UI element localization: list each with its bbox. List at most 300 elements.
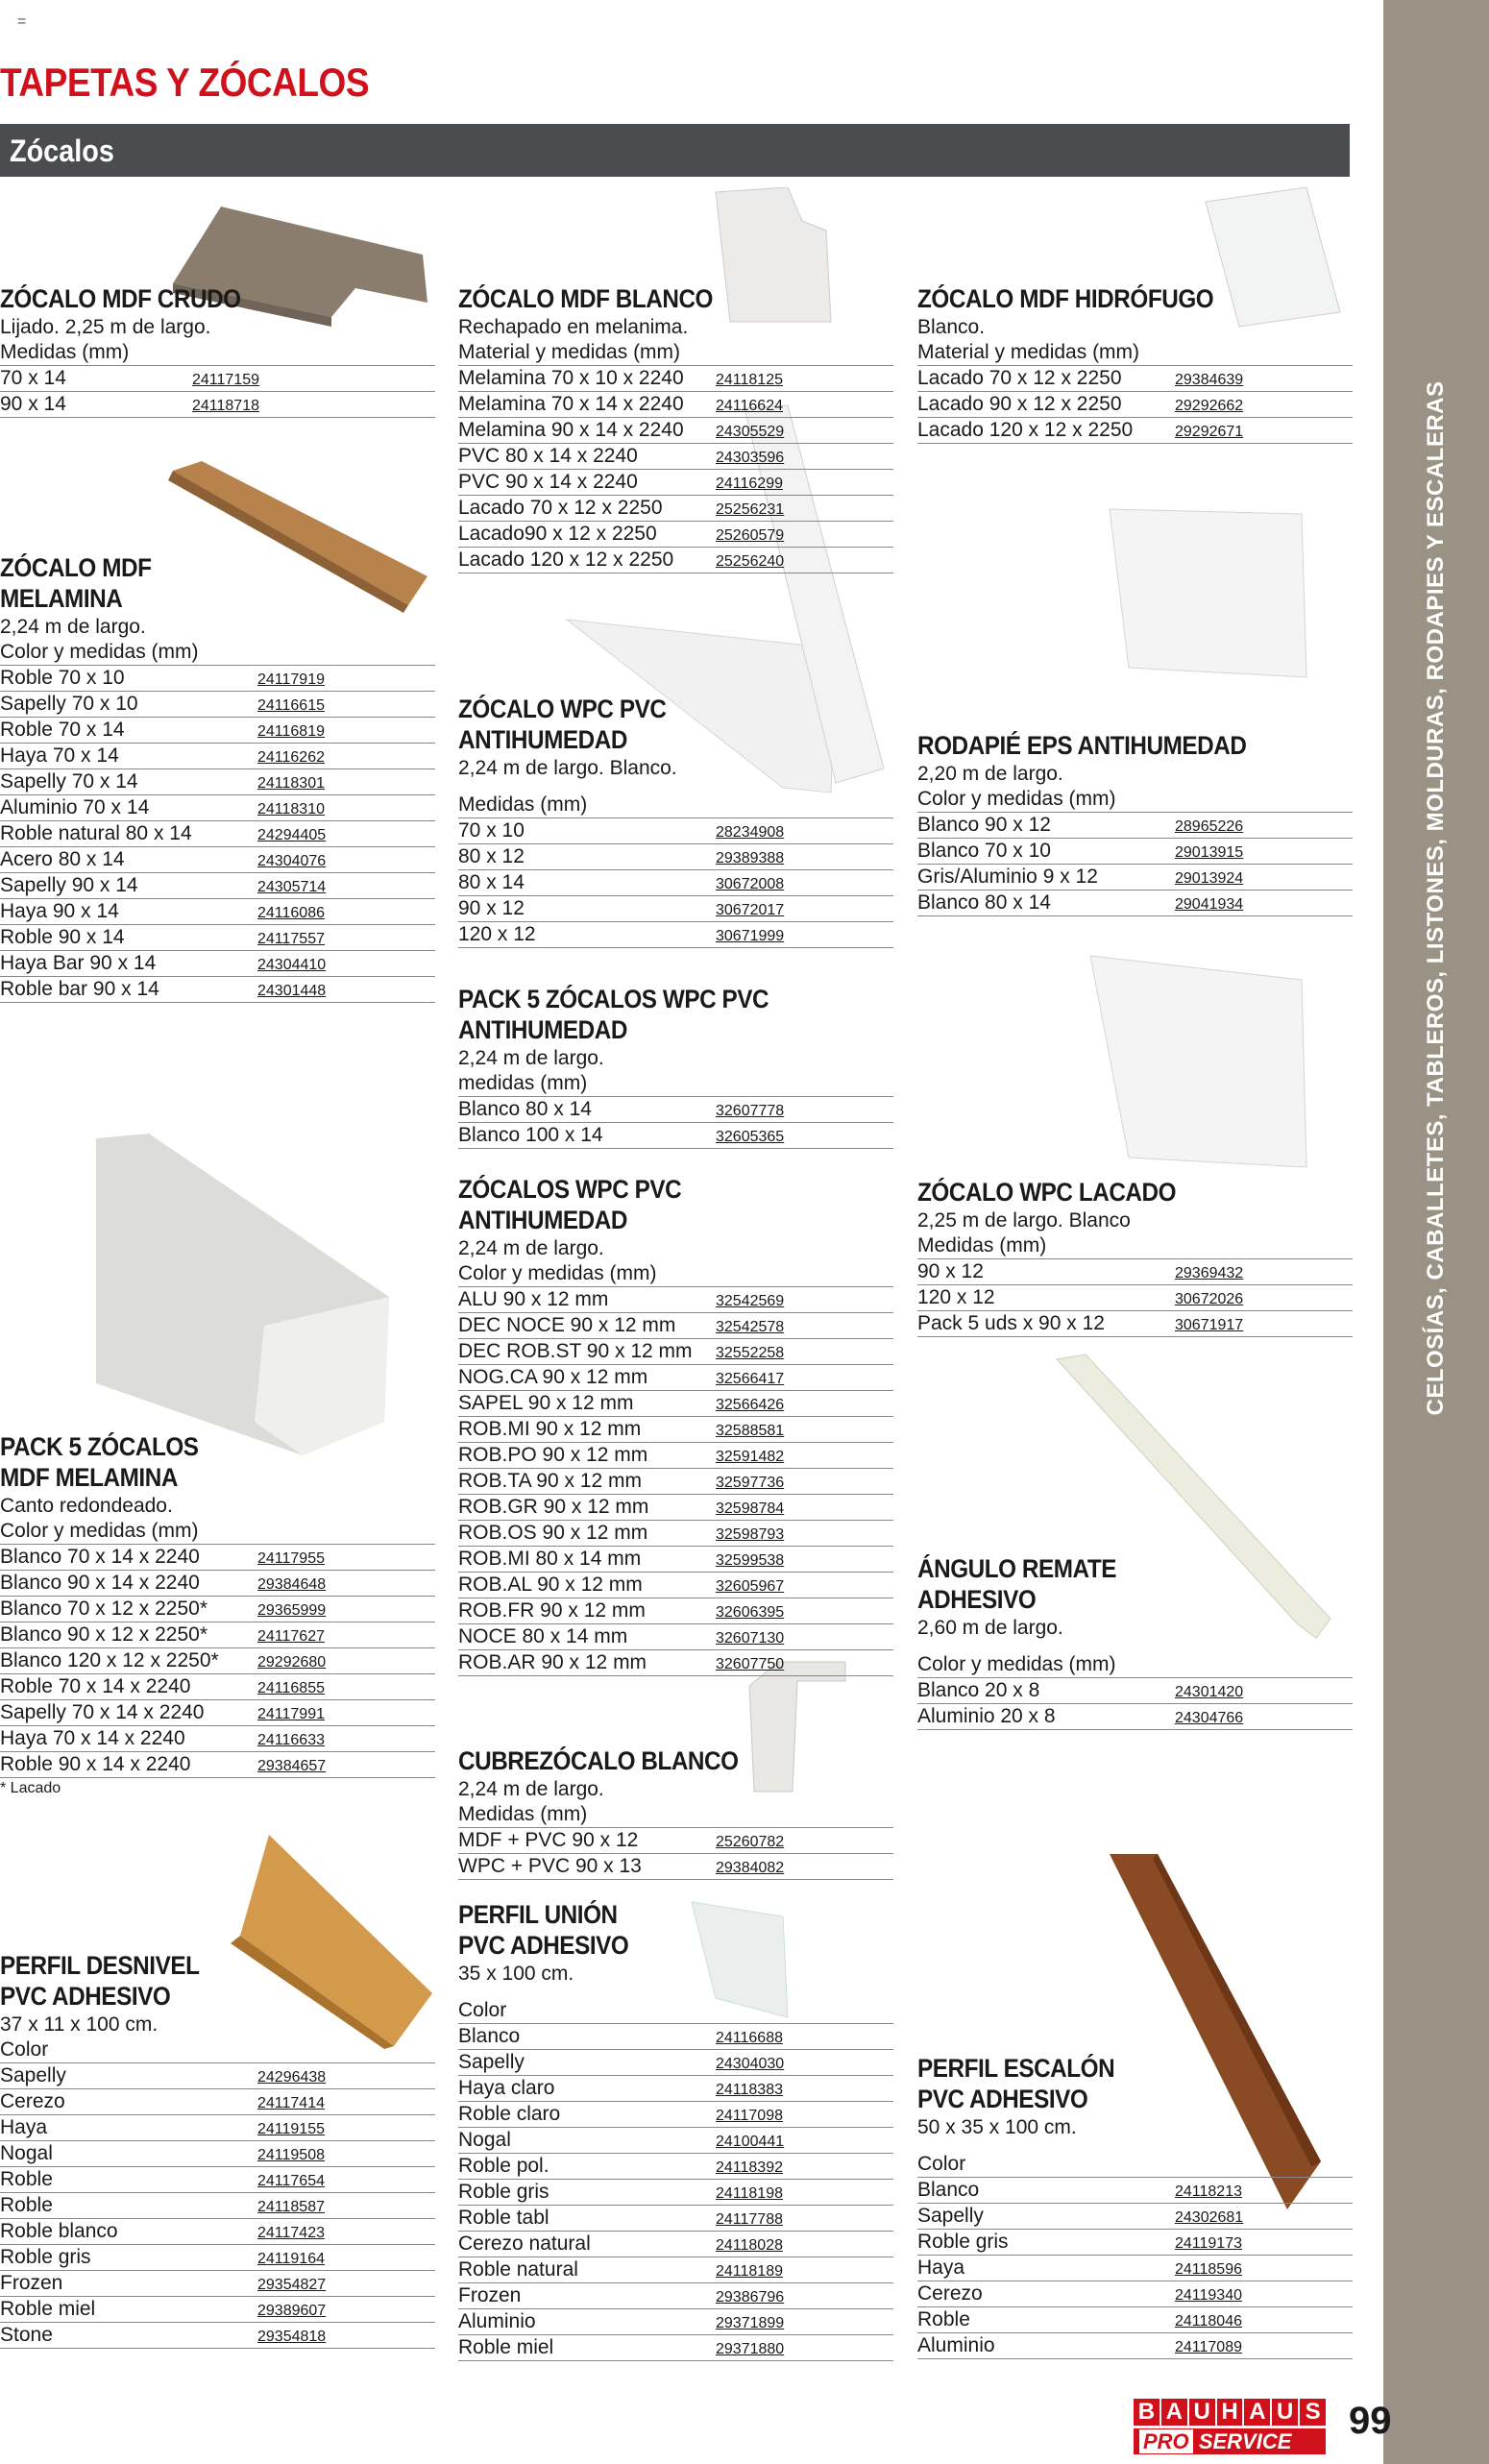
product-title: RODAPIÉ EPS ANTIHUMEDAD (917, 731, 1247, 760)
table-row (458, 2128, 893, 2154)
item-code[interactable]: 29384657 (257, 1758, 327, 1774)
item-label: Lacado 70 x 12 x 2250 (917, 367, 1122, 389)
table-row (0, 392, 435, 418)
product-image-rodapie-eps (1105, 504, 1316, 682)
product-title: CUBREZÓCALO BLANCO (458, 1746, 739, 1775)
item-label: Roble blanco (0, 2220, 118, 2242)
product-pack5-melamina (0, 1431, 435, 1799)
table-row (917, 2256, 1353, 2281)
item-code[interactable]: 29013924 (1175, 870, 1244, 887)
item-code[interactable]: 29371880 (716, 2341, 785, 2357)
table-row (458, 922, 893, 948)
item-label: PVC 80 x 14 x 2240 (458, 445, 638, 467)
item-label: WPC + PVC 90 x 13 (458, 1855, 642, 1877)
table-row (458, 2024, 893, 2050)
table-row (917, 1704, 1353, 1730)
table-row (917, 2307, 1353, 2333)
item-code[interactable]: 24296438 (257, 2069, 327, 2086)
product-mdf-melamina (0, 552, 435, 1003)
table-row (458, 1495, 893, 1521)
item-code[interactable]: 32542578 (716, 1319, 785, 1335)
item-label: Blanco 70 x 12 x 2250* (0, 1598, 207, 1620)
item-label: Haya Bar 90 x 14 (0, 952, 157, 974)
table-row (458, 1443, 893, 1469)
item-code[interactable]: 24118189 (716, 2263, 783, 2280)
item-code[interactable]: 24118718 (192, 398, 259, 414)
item-code[interactable]: 24304030 (716, 2056, 785, 2072)
table-row (0, 925, 435, 951)
table-header: Color y medidas (mm) (917, 1652, 1353, 1678)
table-row (0, 2271, 435, 2297)
item-code[interactable]: 30672026 (1175, 1291, 1244, 1307)
item-code[interactable]: 24116299 (716, 476, 783, 492)
item-code[interactable]: 29354827 (257, 2277, 327, 2293)
table-row (0, 1622, 435, 1648)
table-row (0, 1597, 435, 1622)
item-code[interactable]: 24117654 (257, 2173, 325, 2189)
product-description: Lijado. 2,25 m de largo. (0, 316, 211, 338)
item-label: Blanco 100 x 14 (458, 1124, 603, 1146)
table-row (458, 2076, 893, 2102)
item-code[interactable]: 32607130 (716, 1630, 785, 1647)
item-label: 80 x 12 (458, 845, 525, 867)
table-row (0, 2193, 435, 2219)
table-row (0, 2323, 435, 2349)
item-code[interactable]: 25260579 (716, 527, 785, 544)
item-label: Sapelly 70 x 14 x 2240 (0, 1701, 205, 1723)
product-wpc-lacado (917, 1177, 1353, 1337)
item-code[interactable]: 24117788 (716, 2211, 783, 2228)
item-code[interactable]: 24116262 (257, 749, 325, 766)
logo-pro-service: PRO SERVICE (1134, 2428, 1326, 2454)
item-label: Lacado 70 x 12 x 2250 (458, 497, 663, 519)
item-code[interactable]: 24118198 (716, 2185, 783, 2202)
item-label: 120 x 12 (917, 1286, 995, 1308)
table-row (458, 1365, 893, 1391)
item-code[interactable]: 32599538 (716, 1552, 785, 1569)
table-row (917, 2333, 1353, 2359)
item-code[interactable]: 24119173 (1175, 2235, 1242, 2252)
side-category-label: CELOSÍAS, CABALLETES, TABLEROS, LISTONES, MOLDURAS, RODAPIES Y ESCALERAS (1423, 380, 1449, 1416)
item-label: ROB.OS 90 x 12 mm (458, 1522, 648, 1544)
table-row (0, 1545, 435, 1571)
logo-letters: B A U H A U S (1134, 2399, 1326, 2426)
item-code[interactable]: 28234908 (716, 824, 785, 841)
item-label: Roble 70 x 10 (0, 667, 125, 689)
item-code[interactable]: 24116633 (257, 1732, 325, 1748)
item-code[interactable]: 32605967 (716, 1578, 785, 1595)
item-label: Aluminio (917, 2334, 995, 2356)
item-label: Roble tabl (458, 2207, 549, 2229)
table-row (0, 769, 435, 795)
table-row (458, 1650, 893, 1676)
item-label: Roble gris (917, 2231, 1009, 2253)
item-code[interactable]: 32598784 (716, 1500, 785, 1517)
table-row (917, 2281, 1353, 2307)
item-code[interactable]: 24305529 (716, 424, 785, 440)
item-label: DEC ROB.ST 90 x 12 mm (458, 1340, 693, 1362)
item-code[interactable]: 24304766 (1175, 1710, 1244, 1726)
product-cubrezocalo (458, 1745, 893, 1880)
product-description: 50 x 35 x 100 cm. (917, 2116, 1077, 2138)
table-row (458, 2102, 893, 2128)
item-label: Haya 70 x 14 (0, 744, 119, 767)
item-code[interactable]: 32598793 (716, 1526, 785, 1543)
item-label: NOCE 80 x 14 mm (458, 1625, 628, 1647)
footnote: * Lacado (0, 1780, 61, 1796)
table-row (0, 2063, 435, 2089)
product-zocalos-wpc (458, 1174, 893, 1676)
table-header: Material y medidas (mm) (458, 340, 893, 366)
item-code[interactable]: 29292680 (257, 1654, 327, 1671)
item-code[interactable]: 24117423 (257, 2225, 325, 2241)
table-row (0, 1752, 435, 1778)
item-code[interactable]: 24304410 (257, 957, 327, 973)
item-code[interactable]: 24118301 (257, 775, 325, 792)
item-code[interactable]: 24119340 (1175, 2287, 1242, 2304)
product-mdf-hidrofugo (917, 283, 1353, 444)
table-row (458, 1573, 893, 1598)
item-code[interactable]: 24118213 (1175, 2183, 1242, 2200)
item-label: Blanco 80 x 14 (917, 891, 1051, 914)
item-code[interactable]: 25256231 (716, 501, 785, 518)
table-row (458, 2206, 893, 2232)
product-description: Canto redondeado. (0, 1495, 173, 1517)
item-code[interactable]: 24294405 (257, 827, 327, 843)
product-description: Rechapado en melanima. (458, 316, 689, 338)
product-title: PERFIL UNIÓN PVC ADHESIVO (458, 1900, 629, 1960)
item-label: ALU 90 x 12 mm (458, 1288, 609, 1310)
item-code[interactable]: 32607750 (716, 1656, 785, 1672)
item-code[interactable]: 24118310 (257, 801, 325, 817)
item-code[interactable]: 24117414 (257, 2095, 325, 2111)
item-label: ROB.FR 90 x 12 mm (458, 1599, 646, 1622)
item-code[interactable]: 28965226 (1175, 818, 1244, 835)
table-row (917, 2230, 1353, 2256)
item-code[interactable]: 24118028 (716, 2237, 783, 2254)
item-label: Blanco 90 x 12 x 2250* (0, 1623, 207, 1646)
item-label: 70 x 14 (0, 367, 66, 389)
table-row (458, 818, 893, 844)
table-row (458, 366, 893, 392)
item-label: Aluminio 20 x 8 (917, 1705, 1056, 1727)
table-row (917, 865, 1353, 890)
item-code[interactable]: 29386796 (716, 2289, 785, 2305)
product-pack5-wpc (458, 984, 893, 1149)
item-code[interactable]: 29013915 (1175, 844, 1244, 861)
item-code[interactable]: 32566417 (716, 1371, 785, 1387)
table-row (917, 418, 1353, 444)
table-row (0, 366, 435, 392)
item-code[interactable]: 24118596 (1175, 2261, 1242, 2278)
item-label: Cerezo natural (458, 2232, 591, 2255)
item-label: 90 x 14 (0, 393, 66, 415)
item-code[interactable]: 24117159 (192, 372, 259, 388)
item-label: Sapelly 70 x 14 (0, 770, 138, 793)
item-label: Acero 80 x 14 (0, 848, 125, 870)
table-header: Color y medidas (mm) (917, 787, 1353, 813)
item-code[interactable]: 29292662 (1175, 398, 1244, 414)
item-code[interactable]: 25256240 (716, 553, 785, 570)
table-row (458, 1828, 893, 1854)
item-code[interactable]: 24303596 (716, 450, 785, 466)
item-label: Haya claro (458, 2077, 555, 2099)
table-row (458, 548, 893, 573)
bauhaus-pro-service-logo (1134, 2399, 1326, 2456)
item-label: MDF + PVC 90 x 12 (458, 1829, 639, 1851)
table-row (0, 1700, 435, 1726)
item-label: ROB.MI 90 x 12 mm (458, 1418, 642, 1440)
item-label: Roble 70 x 14 x 2240 (0, 1675, 191, 1697)
item-label: Roble miel (458, 2336, 554, 2358)
item-code[interactable]: 24301448 (257, 983, 327, 999)
table-row (0, 718, 435, 744)
item-label: ROB.GR 90 x 12 mm (458, 1496, 649, 1518)
product-title: PACK 5 ZÓCALOS WPC PVC ANTIHUMEDAD (458, 985, 769, 1044)
item-label: Roble miel (0, 2298, 96, 2320)
table-row (458, 870, 893, 896)
item-code[interactable]: 24117098 (716, 2108, 783, 2124)
item-code[interactable]: 24117955 (257, 1550, 325, 1567)
item-label: Sapelly (458, 2051, 525, 2073)
item-code[interactable]: 32588581 (716, 1423, 785, 1439)
table-row (458, 1287, 893, 1313)
table-row (458, 1097, 893, 1123)
item-code[interactable]: 24119155 (257, 2121, 325, 2137)
product-perfil-union (458, 1899, 893, 2361)
table-header: Medidas (mm) (458, 1802, 893, 1828)
item-code[interactable]: 24116688 (716, 2030, 783, 2046)
table-header: Color (458, 1998, 893, 2024)
item-code[interactable]: 29292671 (1175, 424, 1244, 440)
item-code[interactable]: 24301420 (1175, 1684, 1244, 1700)
item-label: Blanco (917, 2179, 980, 2201)
product-title: ZÓCALO MDF BLANCO (458, 284, 714, 313)
item-code[interactable]: 24304076 (257, 853, 327, 869)
product-title: ZÓCALO MDF HIDRÓFUGO (917, 284, 1214, 313)
table-row (0, 2115, 435, 2141)
item-label: Aluminio 70 x 14 (0, 796, 150, 818)
item-label: Lacado 120 x 12 x 2250 (458, 549, 674, 571)
item-code[interactable]: 29384648 (257, 1576, 327, 1593)
product-mdf-blanco (458, 283, 893, 573)
table-row (458, 444, 893, 470)
item-code[interactable]: 24119164 (257, 2251, 325, 2267)
item-code[interactable]: 24118587 (257, 2199, 325, 2215)
table-row (458, 2257, 893, 2283)
item-code[interactable]: 29371899 (716, 2315, 785, 2331)
table-header: medidas (mm) (458, 1071, 893, 1097)
product-description: 37 x 11 x 100 cm. (0, 2013, 159, 2036)
item-label: 90 x 12 (458, 897, 525, 919)
item-label: Frozen (0, 2272, 63, 2294)
product-description: 2,20 m de largo. (917, 763, 1063, 785)
item-code[interactable]: 29389388 (716, 850, 785, 866)
product-title: ZÓCALO WPC PVC ANTIHUMEDAD (458, 695, 667, 754)
item-code[interactable]: 29389607 (257, 2303, 327, 2319)
item-label: PVC 90 x 14 x 2240 (458, 471, 638, 493)
item-label: Gris/Aluminio 9 x 12 (917, 866, 1098, 888)
table-row (917, 839, 1353, 865)
item-code[interactable]: 32605365 (716, 1129, 785, 1145)
item-label: Blanco 70 x 14 x 2240 (0, 1546, 200, 1568)
item-code[interactable]: 25260782 (716, 1834, 785, 1850)
table-row (458, 1339, 893, 1365)
table-header: Medidas (mm) (0, 340, 435, 366)
item-code[interactable]: 29384082 (716, 1860, 785, 1876)
table-row (458, 1624, 893, 1650)
table-row (458, 2309, 893, 2335)
table-row (917, 392, 1353, 418)
table-row (0, 847, 435, 873)
item-code[interactable]: 24117089 (1175, 2339, 1242, 2355)
item-code[interactable]: 24100441 (716, 2134, 785, 2150)
product-description: 2,60 m de largo. (917, 1617, 1063, 1639)
item-code[interactable]: 24116624 (716, 398, 783, 414)
item-label: Cerezo (917, 2282, 983, 2305)
item-code[interactable]: 24116615 (257, 697, 325, 714)
item-code[interactable]: 29369432 (1175, 1265, 1244, 1281)
table-row (0, 1648, 435, 1674)
item-label: Aluminio (458, 2310, 536, 2332)
item-label: Sapelly (917, 2205, 984, 2227)
item-code[interactable]: 24117557 (257, 931, 325, 947)
table-header: Material y medidas (mm) (917, 340, 1353, 366)
item-label: Blanco 70 x 10 (917, 840, 1051, 862)
table-row (458, 1547, 893, 1573)
table-row (917, 1259, 1353, 1285)
table-row (458, 1521, 893, 1547)
item-label: Pack 5 uds x 90 x 12 (917, 1312, 1105, 1334)
item-code[interactable]: 32607778 (716, 1103, 785, 1119)
item-code[interactable]: 30672008 (716, 876, 785, 892)
table-row (0, 2245, 435, 2271)
item-code[interactable]: 24116855 (257, 1680, 325, 1696)
item-code[interactable]: 30671917 (1175, 1317, 1244, 1333)
product-title: ZÓCALO MDF CRUDO (0, 284, 241, 313)
item-code[interactable]: 29041934 (1175, 896, 1244, 913)
item-code[interactable]: 24305714 (257, 879, 327, 895)
product-image-wpc-lacado (1086, 951, 1316, 1177)
table-row (458, 392, 893, 418)
item-label: ROB.TA 90 x 12 mm (458, 1470, 642, 1492)
table-row (0, 977, 435, 1003)
item-code[interactable]: 29365999 (257, 1602, 327, 1619)
product-perfil-desnivel (0, 1950, 435, 2349)
item-code[interactable]: 24119508 (257, 2147, 325, 2163)
table-row (458, 2180, 893, 2206)
section-title: Zócalos (10, 134, 114, 168)
item-label: Roble claro (458, 2103, 561, 2125)
item-code[interactable]: 30671999 (716, 928, 785, 944)
table-row (917, 1678, 1353, 1704)
item-label: ROB.PO 90 x 12 mm (458, 1444, 648, 1466)
table-row (0, 2141, 435, 2167)
table-row (458, 418, 893, 444)
item-code[interactable]: 24118125 (716, 372, 783, 388)
item-label: Sapelly (0, 2064, 66, 2086)
product-description: 2,24 m de largo. (0, 616, 146, 638)
table-row (0, 2219, 435, 2245)
item-label: Cerezo (0, 2090, 65, 2112)
item-code[interactable]: 24117919 (257, 671, 325, 688)
item-code[interactable]: 29354818 (257, 2329, 327, 2345)
item-code[interactable]: 24118046 (1175, 2313, 1242, 2330)
table-row (458, 2232, 893, 2257)
table-row (917, 366, 1353, 392)
table-header: Color y medidas (mm) (0, 1519, 435, 1545)
item-code[interactable]: 24117991 (257, 1706, 325, 1722)
item-label: 120 x 12 (458, 923, 536, 945)
table-row (917, 2204, 1353, 2230)
item-label: Stone (0, 2324, 53, 2346)
table-row (458, 2335, 893, 2361)
table-row (458, 522, 893, 548)
product-title: PERFIL ESCALÓN PVC ADHESIVO (917, 2054, 1115, 2113)
table-row (917, 1285, 1353, 1311)
item-label: Roble (917, 2308, 970, 2330)
item-label: Nogal (0, 2142, 53, 2164)
table-row (458, 470, 893, 496)
table-row (0, 692, 435, 718)
product-mdf-crudo (0, 283, 435, 418)
item-label: Melamina 70 x 10 x 2240 (458, 367, 684, 389)
table-row (458, 896, 893, 922)
item-code[interactable]: 32591482 (716, 1449, 785, 1465)
item-code[interactable]: 30672017 (716, 902, 785, 918)
item-code[interactable]: 24117627 (257, 1628, 325, 1645)
product-title: ZÓCALOS WPC PVC ANTIHUMEDAD (458, 1175, 682, 1234)
item-code[interactable]: 32552258 (716, 1345, 785, 1361)
item-code[interactable]: 24116819 (257, 723, 325, 740)
item-code[interactable]: 32597736 (716, 1475, 785, 1491)
item-label: Roble (0, 2168, 53, 2190)
item-label: Roble natural 80 x 14 (0, 822, 192, 844)
table-header: Medidas (mm) (458, 793, 893, 818)
table-row (0, 2089, 435, 2115)
table-row (458, 844, 893, 870)
table-row (917, 1311, 1353, 1337)
product-description: 2,24 m de largo. (458, 1047, 604, 1069)
table-row (458, 1469, 893, 1495)
item-code[interactable]: 24118392 (716, 2159, 783, 2176)
item-label: Frozen (458, 2284, 522, 2306)
item-code[interactable]: 32542569 (716, 1293, 785, 1309)
item-code[interactable]: 24118383 (716, 2082, 783, 2098)
product-description: Blanco. (917, 316, 986, 338)
item-code[interactable]: 24116086 (257, 905, 325, 921)
item-label: Haya (917, 2257, 965, 2279)
item-code[interactable]: 32566426 (716, 1397, 785, 1413)
product-description: 35 x 100 cm. (458, 1963, 574, 1985)
item-code[interactable]: 24302681 (1175, 2209, 1244, 2226)
item-label: Roble natural (458, 2258, 578, 2281)
table-row (0, 951, 435, 977)
table-row (917, 813, 1353, 839)
table-row (0, 795, 435, 821)
table-header: Medidas (mm) (917, 1233, 1353, 1259)
item-label: Roble (0, 2194, 53, 2216)
table-header: Color (0, 2037, 435, 2063)
item-label: Roble 90 x 14 x 2240 (0, 1753, 191, 1775)
product-description: 2,24 m de largo. Blanco. (458, 757, 677, 779)
product-rodapie-eps (917, 730, 1353, 916)
item-label: NOG.CA 90 x 12 mm (458, 1366, 648, 1388)
item-code[interactable]: 29384639 (1175, 372, 1244, 388)
item-label: Roble bar 90 x 14 (0, 978, 159, 1000)
item-code[interactable]: 32606395 (716, 1604, 785, 1621)
menu-icon[interactable]: = (17, 13, 27, 30)
